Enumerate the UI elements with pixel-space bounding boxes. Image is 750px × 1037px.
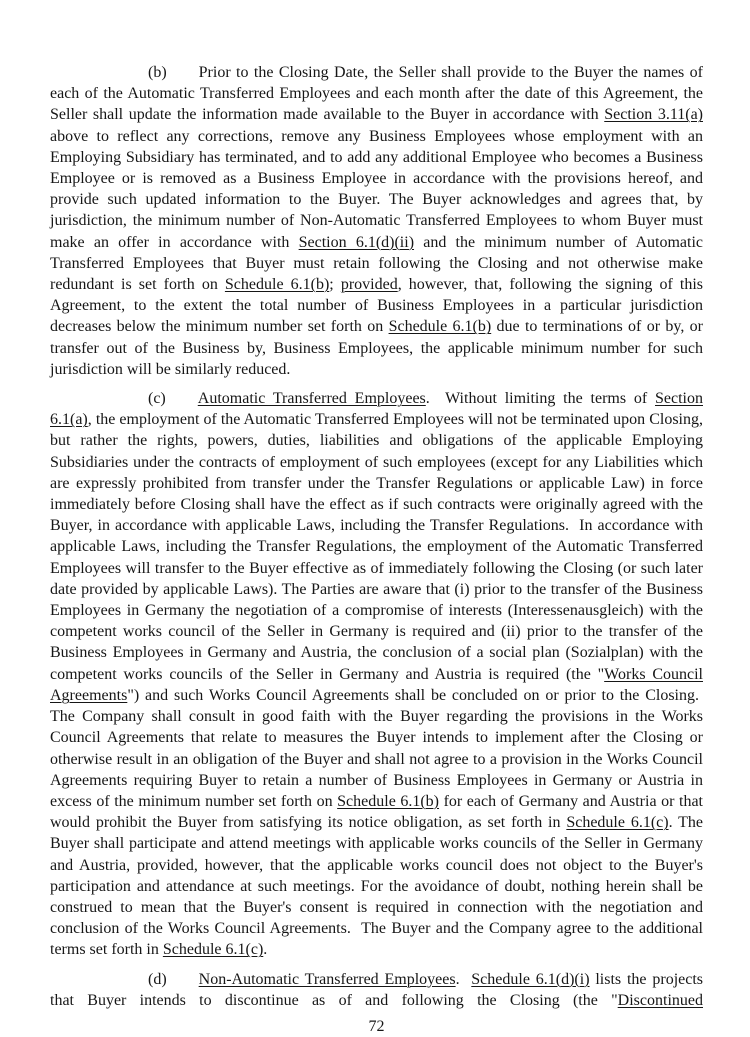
underlined-term: Schedule 6.1(b) bbox=[337, 792, 440, 810]
underlined-term: Non-Automatic Transferred Employees bbox=[198, 970, 456, 988]
document-body bbox=[50, 62, 703, 1011]
underlined-term: Schedule 6.1(b) bbox=[388, 318, 492, 336]
paragraph-label: (c) bbox=[148, 390, 166, 408]
paragraph-label: (b) bbox=[148, 64, 167, 81]
underlined-term: Discontinued bbox=[617, 991, 703, 1009]
underlined-term: Schedule 6.1(c) bbox=[162, 941, 264, 959]
underlined-term: Schedule 6.1(b) bbox=[224, 276, 330, 294]
underlined-term: Section 6.1(d)(ii) bbox=[298, 233, 415, 251]
underlined-term: Schedule 6.1(c) bbox=[566, 814, 669, 832]
underlined-term: Schedule 6.1(d)(i) bbox=[471, 970, 590, 988]
underlined-term: Section 3.11(a) bbox=[604, 106, 703, 124]
underlined-term: Automatic Transferred Employees bbox=[197, 390, 426, 408]
underlined-term: Section 6.1(a) bbox=[50, 390, 703, 429]
paragraph-d: (d) Non-Automatic Transferred Employees. Schedule 6.1(d)(i) lists the projects that Buyer intends to discontinue as of and following the Closing (the "Discontinued bbox=[50, 970, 704, 1009]
paragraph-c: (c) Automatic Transferred Employees. Without limiting the terms of Section 6.1(a), the employment of the Automatic Transferred Employees will not be terminated upon Closing, but rather the rights, powers, duties, liabilities and obligations of the applicable Employing Subsidiaries under the contracts of employment of such employees (except for any Liabilities which are expressly prohibited from transfer under the Transfer Regulations or applicable Law) in force immediately before Closing shall have the effect as if such contracts were originally agreed with the Buyer, in accordance with applicable Laws, including the Transfer Regulations. In accordance with applicable Laws, including the Transfer Regulations, the employment of the Automatic Transferred Employees will transfer to the Buyer effective as of immediately following the Closing (or such later date provided by applicable Laws). The Parties are aware that (i) prior to the transfer of the Business Employees in Germany the negotiation of a compromise of interests (Interessenausgleich) with the competent works council of the Seller in Germany is required and (ii) prior to the transfer of the Business Employees in Germany and Austria, the conclusion of a social plan (Sozialplan) with the competent works councils of the Seller in Germany and Austria is required (the "Works Council Agreements") and such Works Council Agreements shall be concluded on or prior to the Closing. The Company shall consult in good faith with the Buyer regarding the provisions in the Works Council Agreements that relate to measures the Buyer intends to implement after the Closing or otherwise result in an obligation of the Buyer and shall not agree to a provision in the Works Council Agreements requiring Buyer to retain a number of Business Employees in Germany or Austria in excess of the minimum number set forth on Schedule 6.1(b) for each of Germany and Austria or that would prohibit the Buyer from satisfying its notice obligation, as set forth in Schedule 6.1(c). The Buyer shall participate and attend meetings with applicable works councils of the Seller in Germany and Austria, provided, however, that the applicable works council does not object to the Buyer's participation and attendance at such meetings. For the avoidance of doubt, nothing herein shall be construed to mean that the Buyer's consent is required in connection with the negotiation and conclusion of the Works Council Agreements. The Buyer and the Company agree to the additional terms set forth in Schedule 6.1(c). bbox=[50, 390, 704, 959]
page-number: 72 bbox=[368, 1017, 385, 1035]
underlined-term: Works Council Agreements bbox=[50, 665, 703, 704]
paragraph-b: (b) Prior to the Closing Date, the Seller shall provide to the Buyer the names of each of the Automatic Transferred Employees and each month after the date of this Agreement, the Seller shall update the information made available to the Buyer in accordance with Section 3.11(a) above to reflect any corrections, remove any Business Employees whose employment with an Employing Subsidiary has terminated, and to add any additional Employee who becomes a Business Employee or is removed as a Business Employee in accordance with the provisions hereof, and provide such updated information to the Buyer. The Buyer acknowledges and agrees that, by jurisdiction, the minimum number of Non-Automatic Transferred Employees to whom Buyer must make an offer in accordance with Section 6.1(d)(ii) and the minimum number of Automatic Transferred Employees that Buyer must retain following the Closing and not otherwise make redundant is set forth on Schedule 6.1(b); provided, however, that, following the signing of this Agreement, to the extent the total number of Business Employees in a particular jurisdiction decreases below the minimum number set forth on Schedule 6.1(b) due to terminations of or by, or transfer out of the Business by, Business Employees, the applicable minimum number for such jurisdiction will be similarly reduced. bbox=[50, 64, 704, 378]
paragraph-label: (d) bbox=[148, 970, 167, 988]
underlined-term: provided bbox=[340, 276, 398, 294]
